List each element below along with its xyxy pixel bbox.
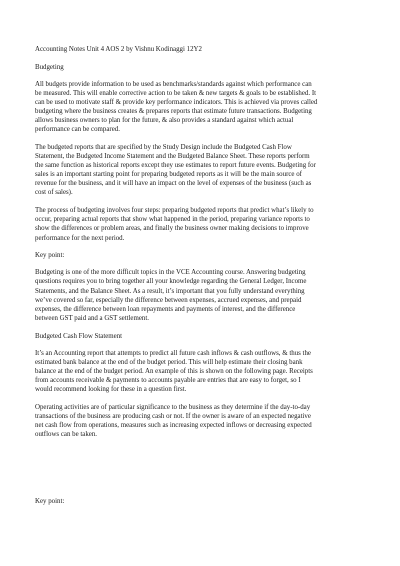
paragraph-budgeted-reports (35, 143, 373, 198)
paragraph-line: show the differences or problem areas, and finally the business owner making decisions to improve (35, 225, 309, 233)
paragraph-line: estimated bank balance at the end of the budget period. This will help estimate their closing bank (35, 358, 303, 366)
paragraph-line: we’ve covered so far, especially the difference between expenses, accrued expenses, and prepaid (35, 296, 302, 304)
key-point-label-bottom: Key point: (35, 498, 65, 505)
document-title: Accounting Notes Unit 4 AOS 2 by Vishnu Kodinaggi 12Y2 (35, 46, 202, 53)
paragraph-line: All budgets provide information to be used as benchmarks/standards against which performance can (35, 80, 312, 88)
paragraph-line: revenue for the business, and it will have an impact on the level of expenses of the business (such as (35, 180, 312, 188)
paragraph-budgets-purpose (35, 80, 373, 135)
paragraph-line: would recommend looking for these in a question first. (35, 386, 187, 394)
paragraph-line: be measured. This will enable corrective action to be taken & new targets & goals to be established. It (35, 89, 317, 97)
paragraph-line: expenses, the difference between loan repayments and payments of interest, and the difference (35, 305, 296, 313)
paragraph-line: between GST paid and a GST settlement. (35, 314, 149, 322)
paragraph-line: outflows can be taken. (35, 431, 97, 439)
paragraph-line: occur, preparing actual reports that show what happened in the period, preparing variance reports to (35, 216, 310, 224)
paragraph-line: The budgeted reports that are specified by the Study Design include the Budgeted Cash Flow (35, 143, 292, 151)
paragraph-line: allows business owners to plan for the future, & also provides a standard against which actual (35, 116, 294, 124)
paragraph-budgeting-difficulty (35, 268, 373, 323)
section-heading-cash-flow: Budgeted Cash Flow Statement (35, 332, 123, 340)
paragraph-line: Statements, and the Balance Sheet. As a result, it’s important that you fully understand everything (35, 287, 305, 295)
section-heading-budgeting: Budgeting (35, 63, 64, 71)
paragraph-cash-flow-definition (35, 349, 373, 394)
paragraph-line: from accounts receivable & payments to accounts payable are entries that are easy to forget, so I (35, 377, 301, 385)
key-point-label: Key point: (35, 252, 65, 260)
paragraph-line: Budgeting is one of the more difficult topics in the VCE Accounting course. Answering budgeting (35, 269, 306, 277)
paragraph-budgeting-process (35, 206, 373, 242)
paragraph-line: It’s an Accounting report that attempts to predict all future cash inflows & cash outflows, & thus the (35, 349, 311, 357)
paragraph-line: sales is an important starting point for preparing budgeted reports as it will be the main source of (35, 171, 302, 179)
paragraph-line: performance for the next period. (35, 234, 125, 242)
document-body (35, 45, 373, 448)
paragraph-line: balance at the end of the budget period. An example of this is shown on the following page. Receipts (35, 367, 313, 375)
paragraph-line: questions requires you to bring together all your knowledge regarding the General Ledger, Income (35, 278, 307, 286)
paragraph-line: cost of sales). (35, 189, 73, 197)
paragraph-line: Statement, the Budgeted Income Statement and the Budgeted Balance Sheet. These reports perform (35, 152, 310, 160)
paragraph-line: transactions of the business are producing cash or not. If the owner is aware of an expected negative (35, 413, 311, 421)
paragraph-line: can be used to motivate staff & provide key performance indicators. This is achieved via proves called (35, 98, 318, 106)
paragraph-line: budgeting where the business creates & prepares reports that estimate future transactions. Budgeting (35, 107, 312, 115)
paragraph-line: Operating activities are of particular significance to the business as they determine if the day-to-day (35, 404, 311, 412)
paragraph-line: net cash flow from operations, measures such as increasing expected inflows or decreasing expected (35, 422, 312, 430)
paragraph-operating-activities (35, 403, 373, 439)
paragraph-line: The process of budgeting involves four steps: preparing budgeted reports that predict what’s likely to (35, 207, 314, 215)
paragraph-line: the same function as historical reports except they use estimates to report future events. Budgeting for (35, 162, 316, 170)
paragraph-line: performance can be compared. (35, 125, 120, 133)
